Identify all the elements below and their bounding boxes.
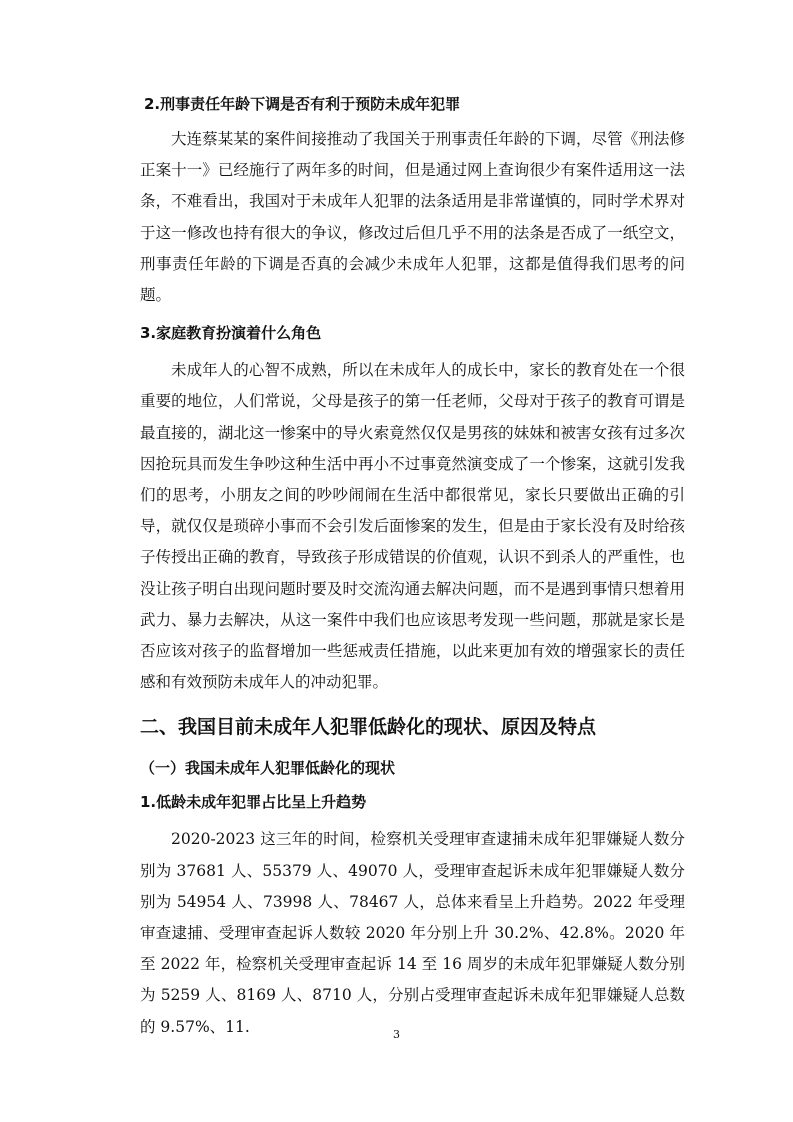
- subheading-family-education: 3.家庭教育扮演着什么角色: [140, 324, 322, 343]
- paragraph-low-age-trend: 2020-2023 这三年的时间，检察机关受理审查逮捕未成年犯罪嫌疑人数分别为 37681 人、55379 人、49070 人，受理审查起诉未成年犯罪嫌疑人数分别为 54954 人、73998 人、78467 人，总体来看呈上升趋势。2022 年受理审查逮捕、受理审查起诉人数较 2020 年分别上升 30.2%、42.8%。2020 年至 2022 年，检察机关受理审查起诉 14 至 16 周岁的未成年犯罪嫌疑人数分别为 5259 人、8169 人、8710 人，分别占受理审查起诉未成年犯罪嫌疑人总数的 9.57%、11.: [140, 830, 685, 1036]
- section-heading-two: 二、我国目前未成年人犯罪低龄化的现状、原因及特点: [140, 716, 597, 739]
- paragraph-criminal-age: 大连蔡某某的案件间接推动了我国关于刑事责任年龄的下调，尽管《刑法修正案十一》已经施行了两年多的时间，但是通过网上查询很少有案件适用这一法条，不难看出，我国对于未成年人犯罪的法条适用是非常谨慎的，同时学术界对于这一修改也持有很大的争议，修改过后但几乎不用的法条是否成了一纸空文，刑事责任年龄的下调是否真的会减少未成年人犯罪，这都是值得我们思考的问题。: [140, 130, 685, 305]
- subheading-low-age-trend: 1.低龄未成年犯罪占比呈上升趋势: [140, 793, 367, 812]
- paragraph-family-education: 未成年人的心智不成熟，所以在未成年人的成长中，家长的教育处在一个很重要的地位，人们常说，父母是孩子的第一任老师，父母对于孩子的教育可谓是最直接的，湖北这一惨案中的导火索竟然仅仅是男孩的妹妹和被害女孩有过多次因抢玩具而发生争吵这种生活中再小不过事竟然演变成了一个惨案，这就引发我们的思考，小朋友之间的吵吵闹闹在生活中都很常见，家长只要做出正确的引导，就仅仅是琐碎小事而不会引发后面惨案的发生，但是由于家长没有及时给孩子传授出正确的教育，导致孩子形成错误的价值观，认识不到杀人的严重性，也没让孩子明白出现问题时要及时交流沟通去解决问题，而不是遇到事情只想着用武力、暴力去解决，从这一案件中我们也应该思考发现一些问题，那就是家长是否应该对孩子的监督增加一些惩戒责任措施，以此来更加有效的增强家长的责任感和有效预防未成年人的冲动犯罪。: [140, 361, 685, 692]
- subsection-heading-status: （一）我国未成年人犯罪低龄化的现状: [140, 759, 396, 778]
- subheading-criminal-age: 2.刑事责任年龄下调是否有利于预防未成年犯罪: [144, 95, 461, 113]
- page-number: 3: [393, 1028, 400, 1041]
- page-content: [140, 92, 685, 1043]
